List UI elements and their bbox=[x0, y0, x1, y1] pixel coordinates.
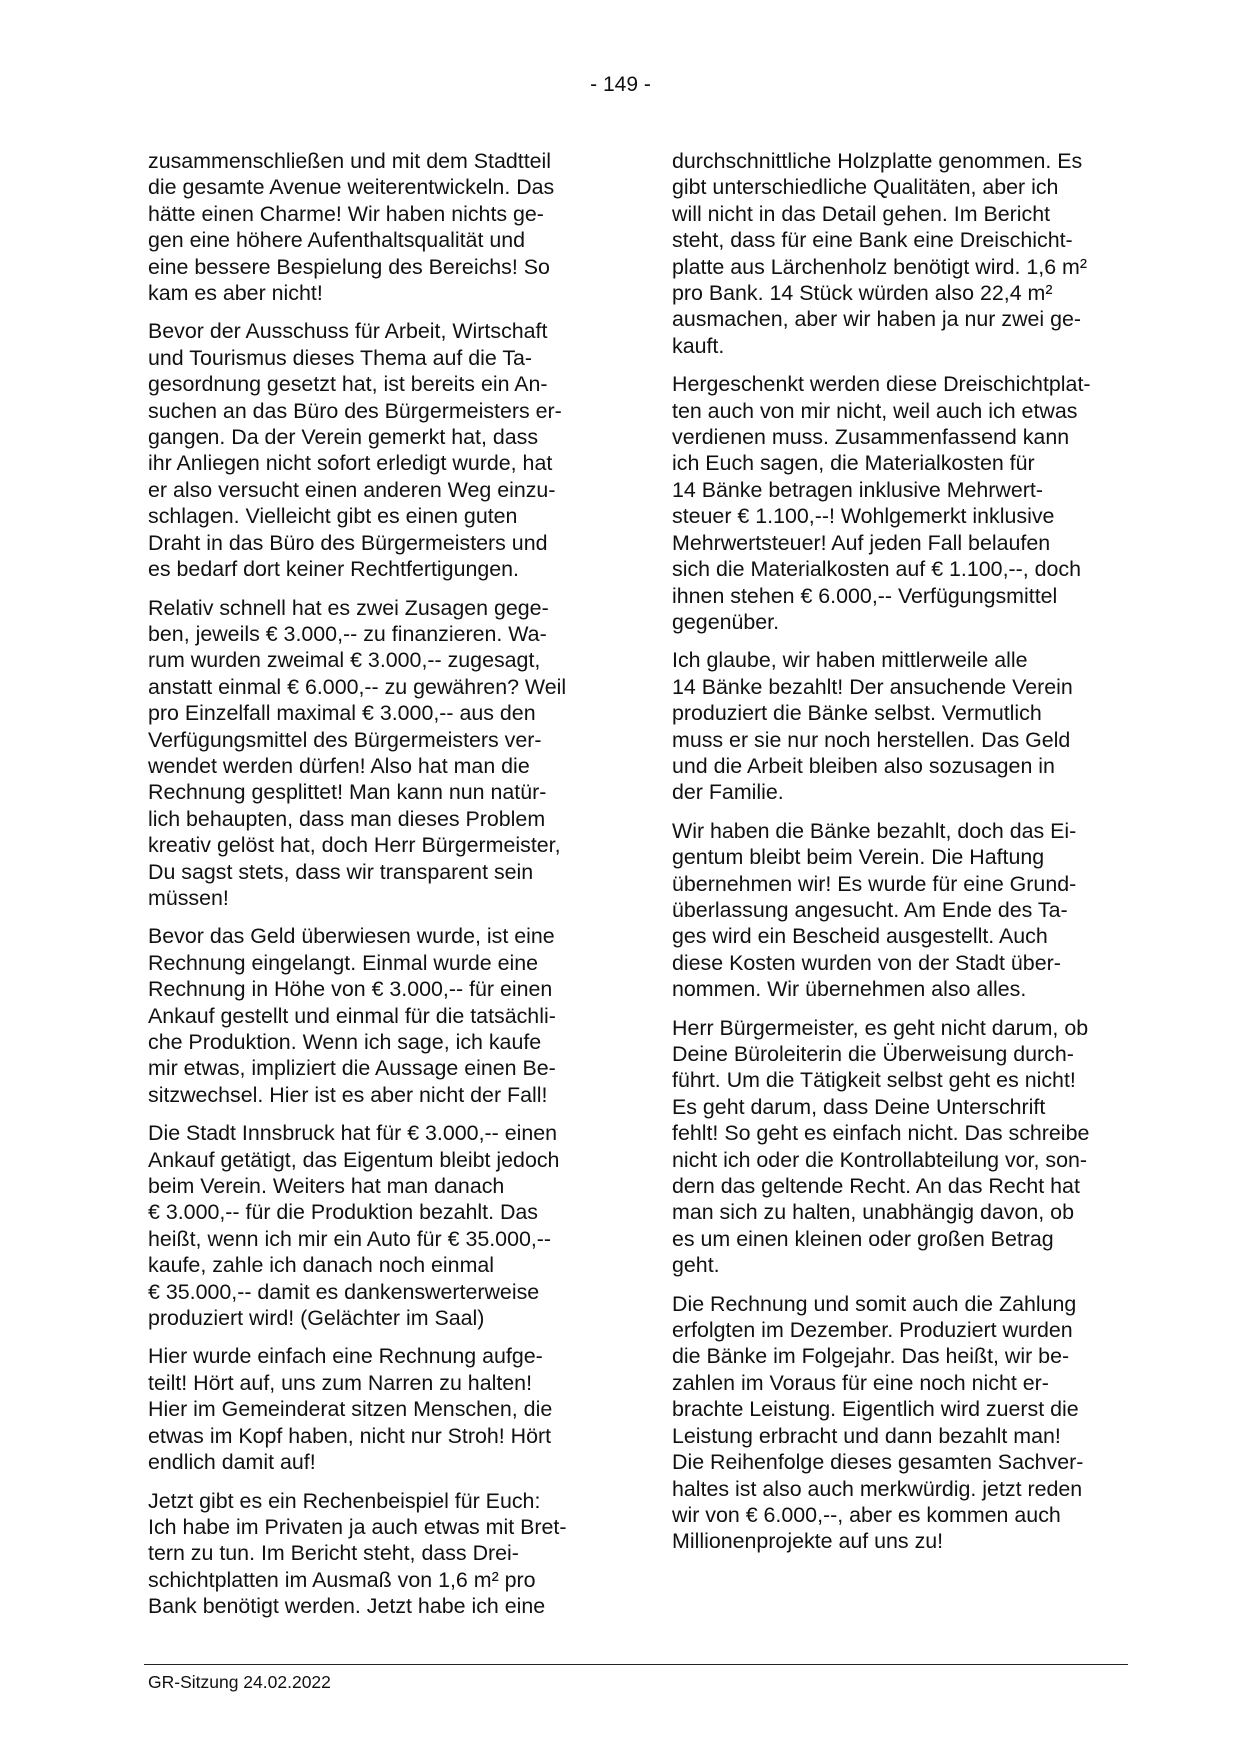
paragraph: Relativ schnell hat es zwei Zusagen gege- ben, jeweils € 3.000,-- zu finanzieren. Wa- rum wurden zweimal € 3.000,-- zugesagt, anstatt einmal € 6.000,-- zu gewähren? Weil pro Einzelfall maximal € 3.000,-- aus den Verfügungsmittel des Bürgermeisters ver- wendet werden dürfen! Also hat man die Rechnung gesplittet! Man kann nun natür- lich behaupten, dass man dieses Problem kreativ gelöst hat, doch Herr Bürgermeister, Du sagst stets, dass wir transparent sein müssen! bbox=[148, 595, 567, 910]
page-number: - 149 - bbox=[590, 73, 651, 96]
paragraph: Hergeschenkt werden diese Dreischichtplat- ten auch von mir nicht, weil auch ich etwas verdienen muss. Zusammenfassend kann ich Euch sagen, die Materialkosten für 14 Bänke betragen inklusive Mehrwert- steuer € 1.100,--! Wohlgemerkt inklusive Mehrwertsteuer! Auf jeden Fall belaufen sich die Materialkosten auf € 1.100,--, doch ihnen stehen € 6.000,-- Verfügungsmittel gegenüber. bbox=[672, 372, 1091, 634]
right-text-column bbox=[672, 148, 1124, 1567]
paragraph: durchschnittliche Holzplatte genommen. Es gibt unterschiedliche Qualitäten, aber ich will nicht in das Detail gehen. Im Bericht steht, dass für eine Bank eine Dreischicht- platte aus Lärchenholz benötigt wird. 1,6 m² pro Bank. 14 Stück würden also 22,4 m² ausmachen, aber wir haben ja nur zwei ge- kauft. bbox=[672, 149, 1087, 358]
paragraph: Hier wurde einfach eine Rechnung aufge- teilt! Hört auf, uns zum Narren zu halten! Hier im Gemeinderat sitzen Menschen, die etwas im Kopf haben, nicht nur Stroh! Hört endlich damit auf! bbox=[148, 1344, 553, 1475]
paragraph: Die Rechnung und somit auch die Zahlung erfolgten im Dezember. Produziert wurden die Bänke im Folgejahr. Das heißt, wir be- zahlen im Voraus für eine noch nicht er- brachte Leistung. Eigentlich wird zuerst die Leistung erbracht und dann bezahlt man! Die Reihenfolge dieses gesamten Sachver- haltes ist also auch merkwürdig. jetzt reden wir von € 6.000,--, aber es kommen auch Millionenprojekte auf uns zu! bbox=[672, 1291, 1084, 1554]
paragraph: Jetzt gibt es ein Rechenbeispiel für Euch: Ich habe im Privaten ja auch etwas mit Bret- tern zu tun. Im Bericht steht, dass Drei- schichtplatten im Ausmaß von 1,6 m² pro Bank benötigt werden. Jetzt habe ich eine bbox=[148, 1488, 567, 1619]
paragraph: Herr Bürgermeister, es geht nicht darum, ob Deine Büroleiterin die Überweisung durch- führt. Um die Tätigkeit selbst geht es nicht! Es geht darum, dass Deine Unterschrift fehlt! So geht es einfach nicht. Das schreibe nicht ich oder die Kontrollabteilung vor, son- dern das geltende Recht. An das Recht hat man sich zu halten, unabhängig davon, ob es um einen kleinen oder großen Betrag geht. bbox=[672, 1015, 1090, 1278]
paragraph: Bevor das Geld überwiesen wurde, ist eine Rechnung eingelangt. Einmal wurde eine Rechnung in Höhe von € 3.000,-- für einen Ankauf gestellt und einmal für die tatsächli- che Produktion. Wenn ich sage, ich kaufe mir etwas, impliziert die Aussage einen Be- sitzwechsel. Hier ist es aber nicht der Fall! bbox=[148, 924, 556, 1107]
footer-divider bbox=[144, 1664, 1128, 1665]
paragraph: Ich glaube, wir haben mittlerweile alle 14 Bänke bezahlt! Der ansuchende Verein produziert die Bänke selbst. Vermutlich muss er sie nur noch herstellen. Das Geld und die Arbeit bleiben also sozusagen in der Familie. bbox=[672, 648, 1073, 805]
paragraph: Die Stadt Innsbruck hat für € 3.000,-- einen Ankauf getätigt, das Eigentum bleibt jedoch beim Verein. Weiters hat man danach € 3.000,-- für die Produktion bezahlt. Das heißt, wenn ich mir ein Auto für € 35.000,-- kaufe, zahle ich danach noch einmal € 35.000,-- damit es dankenswerterweise produziert wird! (Gelächter im Saal) bbox=[148, 1121, 560, 1331]
paragraph: Wir haben die Bänke bezahlt, doch das Ei- gentum bleibt beim Verein. Die Haftung übernehmen wir! Es wurde für eine Grund- überlassung angesucht. Am Ende des Ta- ges wird ein Bescheid ausgestellt. Auch diese Kosten wurden von der Stadt über- nommen. Wir übernehmen also alles. bbox=[672, 818, 1077, 1002]
paragraph: zusammenschließen und mit dem Stadtteil die gesamte Avenue weiterentwickeln. Das hätte einen Charme! Wir haben nichts ge- gen eine höhere Aufenthaltsqualität und eine bessere Bespielung des Bereichs! So kam es aber nicht! bbox=[148, 149, 555, 306]
footer-session-date: GR-Sitzung 24.02.2022 bbox=[148, 1672, 331, 1692]
left-text-column bbox=[148, 148, 600, 1632]
paragraph: Bevor der Ausschuss für Arbeit, Wirtschaft und Tourismus dieses Thema auf die Ta- gesordnung gesetzt hat, ist bereits ein An- suchen an das Büro des Bürgermeisters er- gangen. Da der Verein gemerkt hat, dass ihr Anliegen nicht sofort erledigt wurde, hat er also versucht einen anderen Weg einzu- schlagen. Vielleicht gibt es einen guten Draht in das Büro des Bürgermeisters und es bedarf dort keiner Rechtfertigungen. bbox=[148, 319, 562, 582]
